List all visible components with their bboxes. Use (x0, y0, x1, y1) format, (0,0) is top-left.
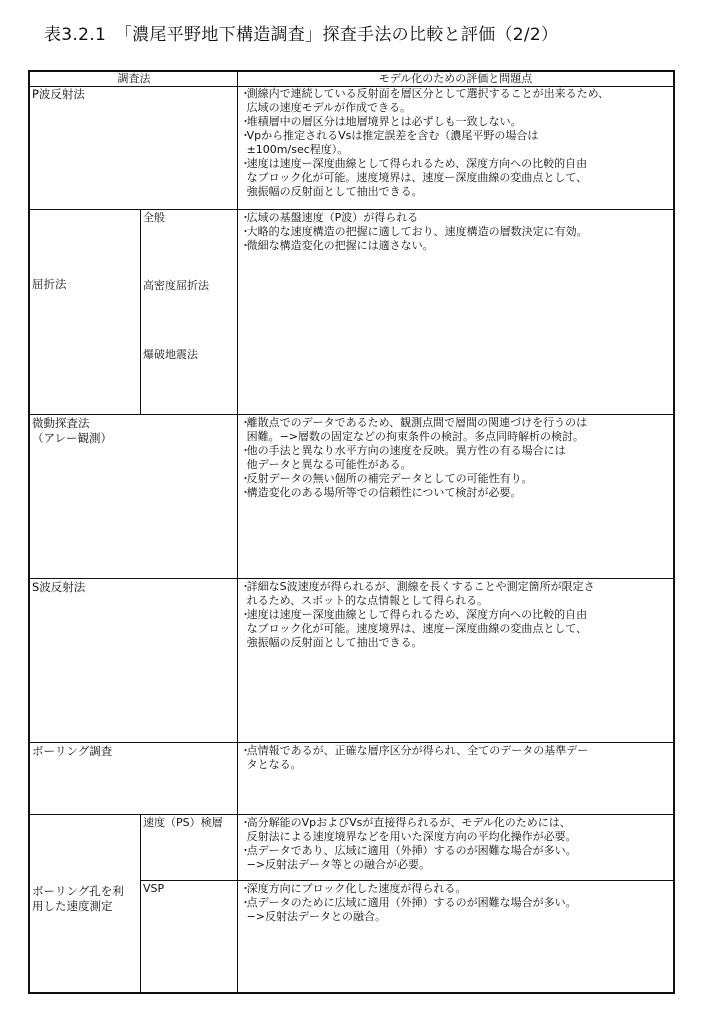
column-divider (237, 72, 238, 992)
evaluation-item: ・ 点データであり、広域に適用（外挿）するのが困難な場合が多い。 −>反射法データ等との融合が必要。 (240, 844, 672, 872)
submethod-label-ps-logging: 速度（PS）検層 (143, 816, 223, 829)
header-method: 調査法 (117, 72, 151, 85)
evaluation-item: ・ 微細な構造変化の把握には適さない。 (240, 239, 672, 253)
page-title: 表3.2.1 「濃尾平野地下構造調査」探査手法の比較と評価（2/2） (44, 25, 559, 45)
evaluation-item: ・ 構造変化のある場所等での信頼性について検討が必要。 (240, 486, 672, 500)
submethod-label-general: 全般 (143, 211, 165, 224)
evaluation-ps-logging (240, 816, 672, 872)
evaluation-item: ・ 深度方向にブロック化した速度が得られる。 (240, 882, 672, 896)
evaluation-p-wave-reflection (240, 87, 672, 199)
evaluation-item: ・ 堆積層中の層区分は地層境界とは必ずしも一致しない。 (240, 115, 672, 129)
row-divider (30, 814, 673, 815)
comparison-table (28, 70, 675, 994)
evaluation-vsp (240, 882, 672, 924)
header-evaluation: モデル化のための評価と問題点 (378, 72, 533, 85)
method-label-s-wave-reflection: S波反射法 (32, 580, 86, 594)
row-divider (30, 742, 673, 743)
subcolumn-divider-borehole (140, 814, 141, 992)
evaluation-item: ・ 速度は速度ー深度曲線として得られるため、深度方向への比較的自由 なブロック化が可能。速度境界は、速度ー深度曲線の変曲点として、 強振幅の反射面として抽出できる。 (240, 608, 672, 650)
evaluation-item: ・ Vpから推定されるVsは推定誤差を含む（濃尾平野の場合は ±100m/sec程度）。 (240, 129, 672, 157)
evaluation-item: ・ 点データのために広域に適用（外挿）するのが困難な場合が多い。 −>反射法データとの融合。 (240, 896, 672, 924)
submethod-label-explosion-seismic: 爆破地震法 (143, 348, 198, 361)
evaluation-item: ・ 離散点でのデータであるため、観測点間で層間の関連づけを行うのは 困難。−>層数の固定などの拘束条件の検討。多点同時解析の検討。 (240, 416, 672, 444)
evaluation-item: ・ 広域の基盤速度（P波）が得られる (240, 211, 672, 225)
evaluation-item: ・ 点情報であるが、正確な層序区分が得られ、全てのデータの基準デー タとなる。 (240, 744, 672, 772)
row-divider (30, 209, 673, 210)
evaluation-refraction (240, 211, 672, 253)
evaluation-item: ・ 他の手法と異なり水平方向の速度を反映。異方性の有る場合には 他データと異なる可能性がある。 (240, 444, 672, 472)
evaluation-item: ・ 詳細なS波速度が得られるが、測線を長くすることや測定箇所が限定さ れるため、スポット的な点情報として得られる。 (240, 580, 672, 608)
row-divider (30, 414, 673, 415)
evaluation-s-wave-reflection (240, 580, 672, 650)
method-label-microtremor: 微動探査法 （アレー観測） (32, 416, 113, 445)
subcolumn-divider-refraction (140, 209, 141, 414)
method-label-p-wave-reflection: P波反射法 (32, 87, 85, 101)
method-label-boring-survey: ボーリング調査 (32, 744, 113, 758)
evaluation-item: ・ 測線内で連続している反射面を層区分として選択することが出来るため、 広域の速度モデルが作成できる。 (240, 87, 672, 115)
row-divider (30, 578, 673, 579)
evaluation-item: ・ 大略的な速度構造の把握に適しており、速度構造の層数決定に有効。 (240, 225, 672, 239)
evaluation-item: ・ 高分解能のVpおよびVsが直接得られるが、モデル化のためには、 反射法による速度境界などを用いた深度方向の平均化操作が必要。 (240, 816, 672, 844)
evaluation-item: ・ 反射データの無い個所の補完データとしての可能性有り。 (240, 472, 672, 486)
submethod-label-vsp: VSP (143, 882, 165, 895)
evaluation-boring-survey (240, 744, 672, 772)
submethod-label-high-density-refraction: 高密度屈折法 (143, 279, 209, 292)
method-label-refraction: 屈折法 (32, 277, 67, 291)
subrow-divider (140, 880, 673, 881)
method-label-borehole-velocity: ボーリング孔を利 用した速度測定 (32, 884, 124, 913)
evaluation-item: ・ 速度は速度ー深度曲線として得られるため、深度方向への比較的自由 なブロック化が可能。速度境界は、速度ー深度曲線の変曲点として、 強振幅の反射面として抽出できる。 (240, 157, 672, 199)
evaluation-microtremor (240, 416, 672, 500)
